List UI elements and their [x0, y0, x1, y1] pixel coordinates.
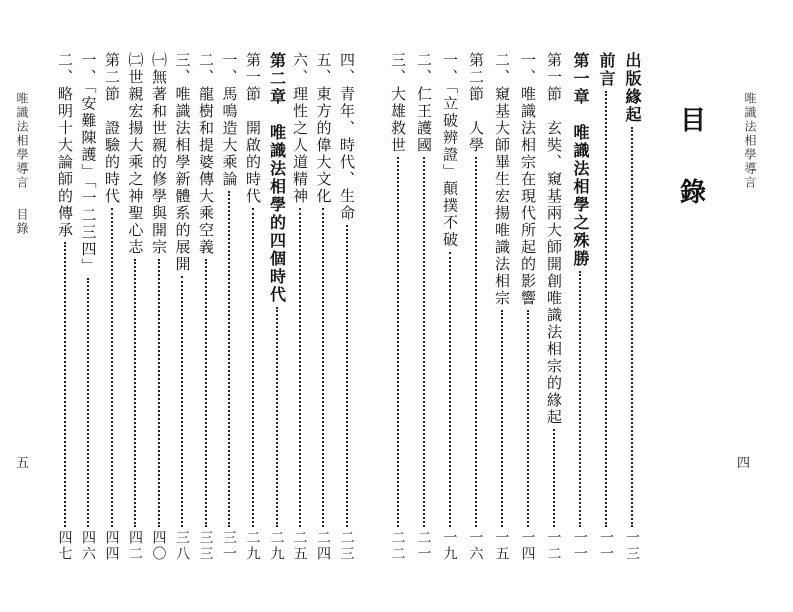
toc-entry-title: 一、馬鳴造大乘論 — [220, 52, 239, 188]
toc-entry[interactable] — [442, 52, 457, 562]
dot-leader — [449, 252, 451, 528]
toc-entry[interactable] — [572, 52, 588, 562]
toc-entry-title: 五、東方的偉大文化 — [314, 52, 333, 205]
toc-entry[interactable] — [198, 52, 213, 562]
toc-entry-page: 四二 — [127, 530, 143, 562]
toc-entry[interactable] — [57, 52, 72, 562]
toc-entry-title: 二、窺基大師畢生宏揚唯識法相宗 — [493, 52, 511, 307]
dot-leader — [553, 429, 555, 527]
toc-entry-title: 第一節 開啟的時代 — [244, 52, 262, 205]
toc-entry-page: 一一 — [598, 530, 614, 562]
left-page-header-title: 唯識法相學導言 — [15, 92, 29, 190]
dot-leader — [299, 208, 301, 527]
dot-leader — [158, 259, 160, 527]
toc-entry[interactable] — [546, 52, 561, 562]
dot-leader — [527, 310, 529, 527]
toc-entry-page: 一九 — [441, 530, 458, 562]
toc-entry[interactable] — [416, 52, 431, 562]
toc-entry[interactable] — [624, 52, 640, 562]
toc-entry-title: 四、青年、時代、生命 — [338, 52, 356, 222]
toc-entry-title: 第二節 證驗的時代 — [103, 52, 121, 205]
toc-entry-title: 二、仁王護國 — [415, 52, 433, 154]
toc-entry-page: 二九 — [268, 530, 285, 562]
toc-entry[interactable] — [269, 52, 285, 562]
toc-title-char-2: 錄 — [680, 178, 707, 208]
toc-entry-page: 三三 — [197, 530, 214, 562]
toc-entry-title: 前言 — [597, 52, 616, 88]
toc-entry[interactable] — [245, 52, 260, 562]
toc-entry-page: 二五 — [291, 530, 308, 562]
toc-entry[interactable] — [175, 52, 190, 562]
toc-entry[interactable] — [128, 52, 143, 562]
right-page-header: 唯識法相學導言 — [743, 92, 757, 190]
toc-entry-title: 二、略明十大論師的傳承 — [56, 52, 74, 239]
left-page-number: 五 — [16, 456, 30, 471]
toc-entry[interactable] — [598, 52, 614, 562]
toc-entry[interactable] — [520, 52, 535, 562]
dot-leader — [252, 208, 254, 527]
toc-entry-title: 一、「安難陳護」「一二三四」 — [79, 52, 98, 275]
toc-entry-title: 一、唯識法相宗在現代所起的影響 — [519, 52, 537, 307]
toc-entry-page: 一三 — [624, 530, 640, 562]
dot-leader — [87, 278, 89, 527]
dot-leader — [605, 91, 607, 527]
toc-entry-title: 一、「立破辨證」顛撲不破 — [441, 52, 459, 249]
toc-entry[interactable] — [339, 52, 354, 562]
toc-entry[interactable] — [494, 52, 509, 562]
toc-entry-title: 三、大雄救世 — [389, 52, 407, 154]
toc-entry[interactable] — [468, 52, 483, 562]
toc-entry-page: 四〇 — [150, 530, 167, 562]
dot-leader — [423, 157, 425, 527]
toc-entry-page: 二二 — [389, 530, 406, 562]
toc-entry-page: 三八 — [174, 530, 190, 562]
toc-entry-page: 四六 — [80, 530, 96, 562]
toc-entry-page: 一五 — [493, 530, 510, 562]
toc-entry[interactable] — [151, 52, 166, 562]
toc-entry-title: 二、龍樹和提婆傳大乘空義 — [197, 52, 215, 256]
toc-entry-title: 第二節 人學 — [467, 52, 485, 154]
toc-entry-page: 四七 — [56, 530, 73, 562]
toc-entry[interactable] — [222, 52, 237, 562]
dot-leader — [228, 191, 230, 527]
dot-leader — [322, 208, 324, 527]
toc-entry-page: 二一 — [415, 530, 432, 562]
dot-leader — [631, 127, 633, 527]
toc-entry-page: 一一 — [572, 530, 588, 562]
toc-entry-page: 一四 — [519, 530, 536, 562]
dot-leader — [397, 157, 399, 527]
dot-leader — [134, 259, 136, 527]
dot-leader — [501, 310, 503, 527]
dot-leader — [64, 242, 66, 527]
dot-leader — [111, 208, 113, 527]
toc-entry-title: 三、唯識法相學新體系的展開 — [173, 52, 192, 273]
dot-leader — [276, 307, 278, 527]
right-page-number: 四 — [737, 456, 751, 471]
toc-entry-title: 第一章 唯識法相學之殊勝 — [571, 52, 590, 268]
dot-leader — [579, 271, 581, 527]
toc-title-char-1: 目 — [680, 106, 707, 136]
toc-entry-page: 一六 — [467, 530, 484, 562]
toc-entry-title: 第二章 唯識法相學的四個時代 — [267, 52, 287, 304]
toc-entry-title: ㈡世親宏揚大乘之神聖心志 — [126, 52, 145, 256]
toc-entry[interactable] — [292, 52, 307, 562]
dot-leader — [205, 259, 207, 527]
toc-entry-page: 三一 — [221, 530, 237, 562]
toc-entry[interactable] — [81, 52, 96, 562]
dot-leader — [181, 276, 183, 527]
dot-leader — [346, 225, 348, 527]
toc-entry-title: 出版緣起 — [623, 52, 642, 124]
toc-entry-page: 一二 — [545, 530, 562, 562]
toc-entry-page: 四四 — [103, 530, 120, 562]
toc-entry-page: 二九 — [244, 530, 261, 562]
toc-entry[interactable] — [104, 52, 119, 562]
toc-entry-page: 二四 — [315, 530, 331, 562]
toc-entry-page: 二三 — [338, 530, 355, 562]
toc-entry-title: 六、理性之人道精神 — [291, 52, 309, 205]
toc-entry-title: ㈠無著和世親的修學與開宗 — [150, 52, 168, 256]
toc-entry[interactable] — [316, 52, 331, 562]
dot-leader — [475, 157, 477, 527]
left-page-header-section: 目錄 — [15, 208, 29, 236]
toc-entry-title: 第一節 玄奘、窺基兩大師開創唯識法相宗的緣起 — [545, 52, 563, 426]
toc-entry[interactable] — [390, 52, 405, 562]
